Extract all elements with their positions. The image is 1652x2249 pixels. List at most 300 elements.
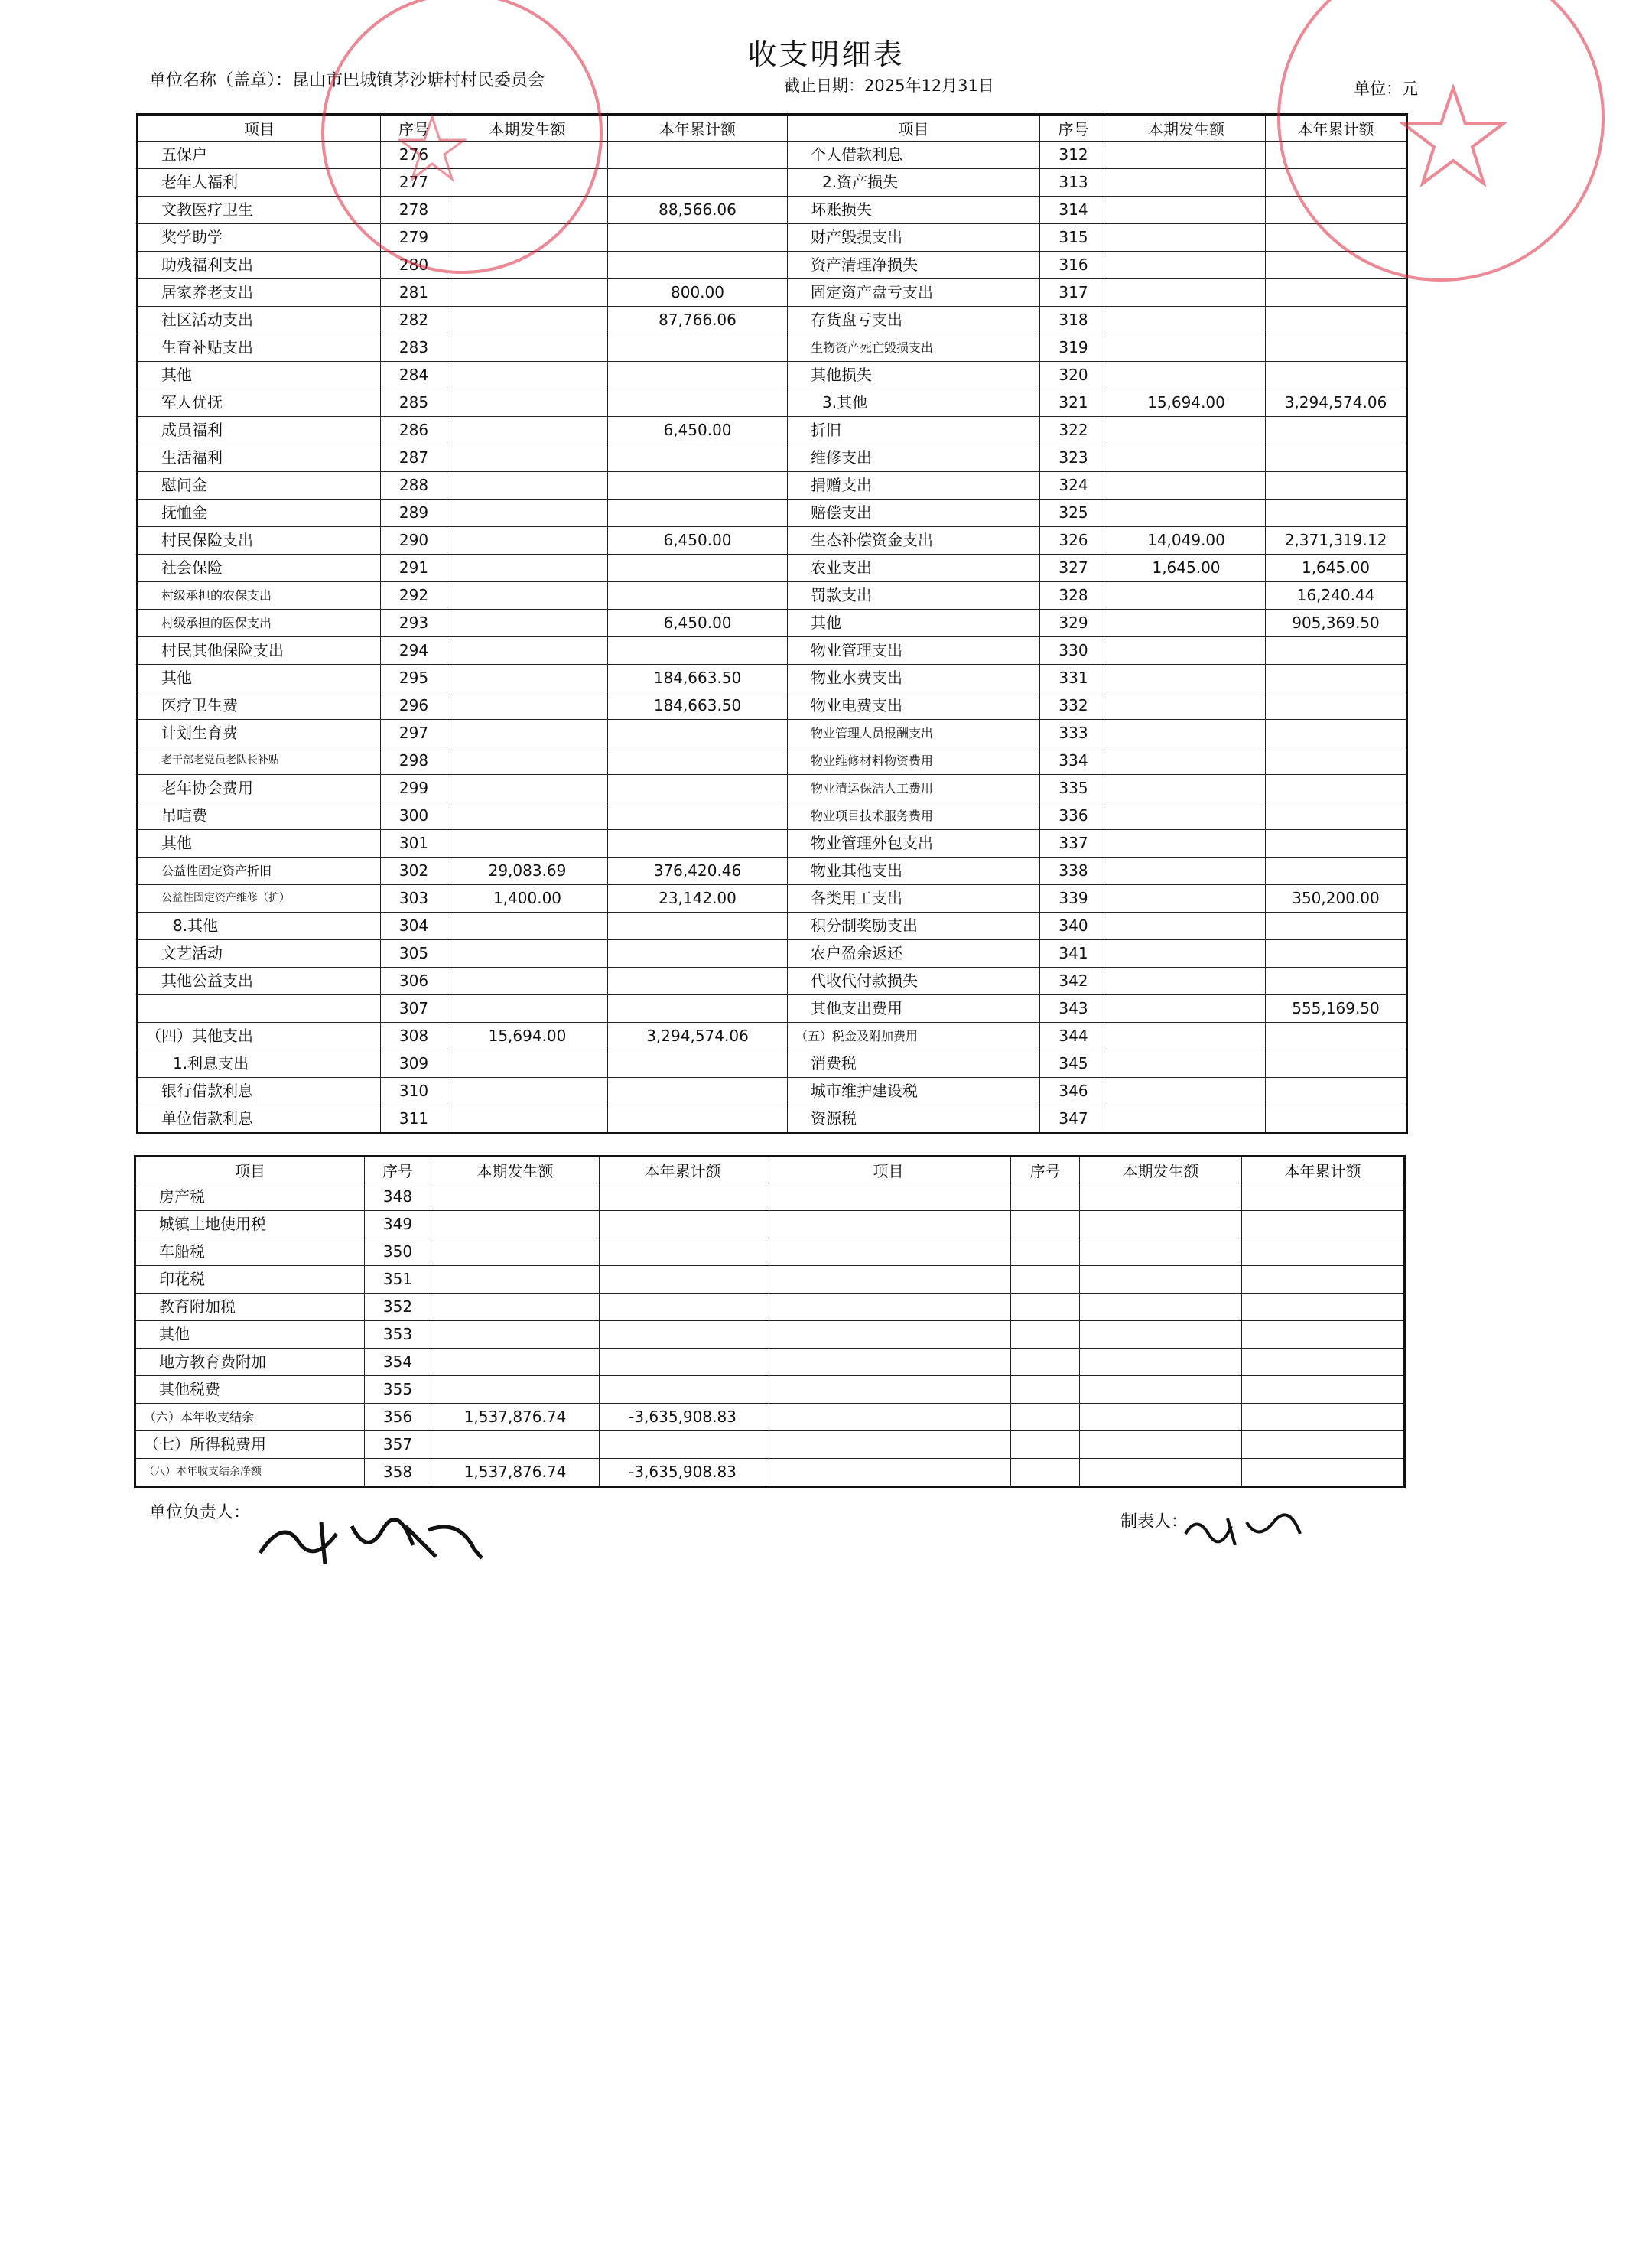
- ytd-cell: [1266, 1023, 1407, 1050]
- ytd-cell: [608, 913, 788, 940]
- header-current: 本期发生额: [1107, 115, 1266, 142]
- ytd-cell: [1266, 472, 1407, 500]
- table-row: [138, 1105, 1407, 1134]
- table-row: [135, 1321, 1405, 1349]
- no-cell: 287: [381, 444, 447, 472]
- item-cell: 物业管理支出: [788, 637, 1040, 665]
- no-cell: [1011, 1431, 1080, 1459]
- no-cell: 298: [381, 747, 447, 775]
- item-cell: 其他支出费用: [788, 995, 1040, 1023]
- item-cell: [766, 1376, 1011, 1404]
- item-cell: [766, 1459, 1011, 1487]
- current-cell: 1,400.00: [447, 885, 608, 913]
- item-cell: 社会保险: [138, 555, 381, 582]
- no-cell: 321: [1040, 389, 1107, 417]
- no-cell: 318: [1040, 307, 1107, 334]
- ytd-cell: 905,369.50: [1266, 610, 1407, 637]
- item-cell: 3.其他: [788, 389, 1040, 417]
- item-cell: 维修支出: [788, 444, 1040, 472]
- item-cell: 抚恤金: [138, 500, 381, 527]
- current-cell: [1107, 582, 1266, 610]
- current-cell: [447, 389, 608, 417]
- item-cell: 其他: [138, 665, 381, 692]
- current-cell: [447, 555, 608, 582]
- no-cell: 293: [381, 610, 447, 637]
- ytd-cell: 350,200.00: [1266, 885, 1407, 913]
- table-row: [138, 747, 1407, 775]
- current-cell: [1080, 1294, 1242, 1321]
- no-cell: 349: [365, 1211, 431, 1238]
- currency-unit: 单位：元: [1354, 80, 1418, 98]
- no-cell: 324: [1040, 472, 1107, 500]
- item-cell: 公益性固定资产折旧: [138, 858, 381, 885]
- ytd-cell: 16,240.44: [1266, 582, 1407, 610]
- no-cell: 343: [1040, 995, 1107, 1023]
- current-cell: [1107, 500, 1266, 527]
- ytd-cell: [1242, 1183, 1405, 1211]
- ytd-cell: [1266, 334, 1407, 362]
- no-cell: 279: [381, 224, 447, 252]
- table-row: [138, 334, 1407, 362]
- table-row: [138, 500, 1407, 527]
- ytd-cell: [1242, 1211, 1405, 1238]
- table-row: [138, 692, 1407, 720]
- ytd-cell: [608, 1105, 788, 1134]
- table-row: [135, 1376, 1405, 1404]
- header-item: 项目: [788, 115, 1040, 142]
- ytd-cell: [608, 637, 788, 665]
- item-cell: 消费税: [788, 1050, 1040, 1078]
- current-cell: [1080, 1211, 1242, 1238]
- item-cell: 房产税: [135, 1183, 365, 1211]
- no-cell: 276: [381, 142, 447, 169]
- ytd-cell: [1266, 307, 1407, 334]
- current-cell: [447, 279, 608, 307]
- tax-table: [134, 1155, 1406, 1488]
- table-row: [138, 252, 1407, 279]
- ytd-cell: 184,663.50: [608, 692, 788, 720]
- no-cell: 305: [381, 940, 447, 968]
- no-cell: 290: [381, 527, 447, 555]
- ytd-cell: 23,142.00: [608, 885, 788, 913]
- current-cell: [447, 1050, 608, 1078]
- header-ytd: 本年累计额: [608, 115, 788, 142]
- no-cell: 352: [365, 1294, 431, 1321]
- no-cell: 342: [1040, 968, 1107, 995]
- table-row: [138, 197, 1407, 224]
- current-cell: [1107, 417, 1266, 444]
- preparer-label: 制表人：: [1120, 1512, 1189, 1531]
- header-current: 本期发生额: [447, 115, 608, 142]
- ytd-cell: [1266, 720, 1407, 747]
- ytd-cell: [1266, 1050, 1407, 1078]
- no-cell: 322: [1040, 417, 1107, 444]
- ytd-cell: 3,294,574.06: [1266, 389, 1407, 417]
- ytd-cell: [1266, 913, 1407, 940]
- ytd-cell: [600, 1183, 766, 1211]
- table-row: [138, 527, 1407, 555]
- item-cell: [766, 1238, 1011, 1266]
- current-cell: [447, 692, 608, 720]
- header-no: 序号: [381, 115, 447, 142]
- item-cell: 2.资产损失: [788, 169, 1040, 197]
- no-cell: 357: [365, 1431, 431, 1459]
- no-cell: 344: [1040, 1023, 1107, 1050]
- item-cell: 个人借款利息: [788, 142, 1040, 169]
- ytd-cell: [1266, 830, 1407, 858]
- no-cell: 306: [381, 968, 447, 995]
- item-cell: 生活福利: [138, 444, 381, 472]
- ytd-cell: -3,635,908.83: [600, 1404, 766, 1431]
- no-cell: 351: [365, 1266, 431, 1294]
- ytd-cell: 800.00: [608, 279, 788, 307]
- current-cell: [1107, 1078, 1266, 1105]
- no-cell: 316: [1040, 252, 1107, 279]
- no-cell: 327: [1040, 555, 1107, 582]
- ytd-cell: 3,294,574.06: [608, 1023, 788, 1050]
- ytd-cell: [1266, 775, 1407, 802]
- item-cell: （四）其他支出: [138, 1023, 381, 1050]
- item-cell: 赔偿支出: [788, 500, 1040, 527]
- item-cell: 吊唁费: [138, 802, 381, 830]
- no-cell: 312: [1040, 142, 1107, 169]
- no-cell: 330: [1040, 637, 1107, 665]
- item-cell: [138, 995, 381, 1023]
- ytd-cell: [1266, 279, 1407, 307]
- ytd-cell: [1242, 1404, 1405, 1431]
- ytd-cell: [608, 169, 788, 197]
- ytd-cell: [608, 472, 788, 500]
- ytd-cell: 2,371,319.12: [1266, 527, 1407, 555]
- no-cell: 338: [1040, 858, 1107, 885]
- current-cell: [1080, 1266, 1242, 1294]
- item-cell: 捐赠支出: [788, 472, 1040, 500]
- no-cell: 301: [381, 830, 447, 858]
- current-cell: [1107, 995, 1266, 1023]
- no-cell: 335: [1040, 775, 1107, 802]
- no-cell: 348: [365, 1183, 431, 1211]
- table-row: [138, 995, 1407, 1023]
- item-cell: 其他: [138, 362, 381, 389]
- no-cell: 354: [365, 1349, 431, 1376]
- cutoff-date: 截止日期：2025年12月31日: [784, 76, 994, 95]
- current-cell: [447, 582, 608, 610]
- current-cell: [431, 1238, 600, 1266]
- table-row: [138, 362, 1407, 389]
- ytd-cell: [1266, 362, 1407, 389]
- item-cell: 物业水费支出: [788, 665, 1040, 692]
- current-cell: [1107, 747, 1266, 775]
- table-row: [138, 224, 1407, 252]
- ytd-cell: [608, 1078, 788, 1105]
- item-cell: （七）所得税费用: [135, 1431, 365, 1459]
- item-cell: 银行借款利息: [138, 1078, 381, 1105]
- current-cell: [447, 830, 608, 858]
- no-cell: 297: [381, 720, 447, 747]
- header-current: 本期发生额: [431, 1157, 600, 1183]
- item-cell: [766, 1183, 1011, 1211]
- no-cell: 347: [1040, 1105, 1107, 1134]
- ytd-cell: [608, 830, 788, 858]
- current-cell: [1107, 968, 1266, 995]
- no-cell: 315: [1040, 224, 1107, 252]
- header-ytd: 本年累计额: [1266, 115, 1407, 142]
- current-cell: [1107, 637, 1266, 665]
- item-cell: 文艺活动: [138, 940, 381, 968]
- item-cell: 积分制奖励支出: [788, 913, 1040, 940]
- table-row: [135, 1459, 1405, 1487]
- current-cell: [1107, 802, 1266, 830]
- table-row: [135, 1183, 1405, 1211]
- no-cell: 353: [365, 1321, 431, 1349]
- item-cell: 财产毁损支出: [788, 224, 1040, 252]
- item-cell: 其他损失: [788, 362, 1040, 389]
- table-row: [138, 775, 1407, 802]
- item-cell: [766, 1321, 1011, 1349]
- current-cell: [1080, 1183, 1242, 1211]
- header-item: 项目: [766, 1157, 1011, 1183]
- no-cell: 285: [381, 389, 447, 417]
- item-cell: 其他: [138, 830, 381, 858]
- current-cell: [1107, 1050, 1266, 1078]
- current-cell: [431, 1211, 600, 1238]
- item-cell: 其他公益支出: [138, 968, 381, 995]
- item-cell: 计划生育费: [138, 720, 381, 747]
- item-cell: 车船税: [135, 1238, 365, 1266]
- signature-right: [1182, 1511, 1312, 1549]
- star-icon: [1400, 84, 1507, 191]
- item-cell: 固定资产盘亏支出: [788, 279, 1040, 307]
- item-cell: [766, 1211, 1011, 1238]
- ytd-cell: [1266, 417, 1407, 444]
- table-row: [138, 582, 1407, 610]
- ytd-cell: [1266, 802, 1407, 830]
- ytd-cell: [1266, 637, 1407, 665]
- no-cell: 345: [1040, 1050, 1107, 1078]
- current-cell: [1107, 885, 1266, 913]
- ytd-cell: [608, 142, 788, 169]
- item-cell: [766, 1294, 1011, 1321]
- no-cell: 310: [381, 1078, 447, 1105]
- no-cell: 304: [381, 913, 447, 940]
- item-cell: 代收代付款损失: [788, 968, 1040, 995]
- item-cell: （八）本年收支结余净额: [135, 1459, 365, 1487]
- ytd-cell: [1242, 1349, 1405, 1376]
- item-cell: [766, 1431, 1011, 1459]
- item-cell: （六）本年收支结余: [135, 1404, 365, 1431]
- no-cell: 307: [381, 995, 447, 1023]
- no-cell: 336: [1040, 802, 1107, 830]
- item-cell: 其他税费: [135, 1376, 365, 1404]
- item-cell: 折旧: [788, 417, 1040, 444]
- header-current: 本期发生额: [1080, 1157, 1242, 1183]
- no-cell: [1011, 1266, 1080, 1294]
- no-cell: 288: [381, 472, 447, 500]
- ytd-cell: 87,766.06: [608, 307, 788, 334]
- current-cell: [1080, 1349, 1242, 1376]
- current-cell: [1107, 362, 1266, 389]
- no-cell: [1011, 1459, 1080, 1487]
- table-row: [135, 1238, 1405, 1266]
- ytd-cell: [608, 995, 788, 1023]
- current-cell: [431, 1266, 600, 1294]
- header-item: 项目: [138, 115, 381, 142]
- current-cell: [1107, 472, 1266, 500]
- current-cell: [431, 1294, 600, 1321]
- ytd-cell: [608, 720, 788, 747]
- no-cell: 334: [1040, 747, 1107, 775]
- page-title: 收支明细表: [747, 37, 905, 71]
- current-cell: [1107, 279, 1266, 307]
- current-cell: 29,083.69: [447, 858, 608, 885]
- item-cell: 慰问金: [138, 472, 381, 500]
- current-cell: [1080, 1376, 1242, 1404]
- current-cell: [447, 444, 608, 472]
- no-cell: 311: [381, 1105, 447, 1134]
- ytd-cell: [608, 224, 788, 252]
- table-row: [135, 1349, 1405, 1376]
- ytd-cell: [608, 802, 788, 830]
- current-cell: [447, 334, 608, 362]
- item-cell: 公益性固定资产维修（护）: [138, 885, 381, 913]
- ytd-cell: [1266, 747, 1407, 775]
- current-cell: [447, 968, 608, 995]
- item-cell: 老干部老党员老队长补贴: [138, 747, 381, 775]
- current-cell: [1107, 830, 1266, 858]
- current-cell: [1107, 444, 1266, 472]
- no-cell: 356: [365, 1404, 431, 1431]
- item-cell: 助残福利支出: [138, 252, 381, 279]
- header-no: 序号: [1011, 1157, 1080, 1183]
- header-item: 项目: [135, 1157, 365, 1183]
- header-ytd: 本年累计额: [600, 1157, 766, 1183]
- no-cell: 299: [381, 775, 447, 802]
- current-cell: [1107, 224, 1266, 252]
- item-cell: 成员福利: [138, 417, 381, 444]
- table-row: [138, 1023, 1407, 1050]
- header-ytd: 本年累计额: [1242, 1157, 1405, 1183]
- item-cell: 生物资产死亡毁损支出: [788, 334, 1040, 362]
- ytd-cell: [1266, 500, 1407, 527]
- item-cell: 资产清理净损失: [788, 252, 1040, 279]
- item-cell: 农户盈余返还: [788, 940, 1040, 968]
- ytd-cell: 6,450.00: [608, 527, 788, 555]
- no-cell: 303: [381, 885, 447, 913]
- no-cell: 323: [1040, 444, 1107, 472]
- current-cell: [1080, 1321, 1242, 1349]
- ytd-cell: [600, 1294, 766, 1321]
- no-cell: 319: [1040, 334, 1107, 362]
- table-row: [138, 885, 1407, 913]
- current-cell: [1080, 1431, 1242, 1459]
- item-cell: 各类用工支出: [788, 885, 1040, 913]
- current-cell: [447, 637, 608, 665]
- ytd-cell: [1242, 1376, 1405, 1404]
- no-cell: 294: [381, 637, 447, 665]
- ytd-cell: [1242, 1238, 1405, 1266]
- table-row: [135, 1404, 1405, 1431]
- ytd-cell: [1242, 1459, 1405, 1487]
- ytd-cell: [600, 1211, 766, 1238]
- no-cell: 355: [365, 1376, 431, 1404]
- no-cell: [1011, 1321, 1080, 1349]
- table-row: [138, 940, 1407, 968]
- header-no: 序号: [365, 1157, 431, 1183]
- no-cell: 281: [381, 279, 447, 307]
- ytd-cell: 6,450.00: [608, 610, 788, 637]
- current-cell: [1107, 858, 1266, 885]
- item-cell: 单位借款利息: [138, 1105, 381, 1134]
- item-cell: 印花税: [135, 1266, 365, 1294]
- ytd-cell: [600, 1238, 766, 1266]
- item-cell: 其他: [788, 610, 1040, 637]
- no-cell: 339: [1040, 885, 1107, 913]
- ytd-cell: [1266, 940, 1407, 968]
- current-cell: 15,694.00: [447, 1023, 608, 1050]
- item-cell: [766, 1349, 1011, 1376]
- ytd-cell: [608, 389, 788, 417]
- ytd-cell: [1266, 1078, 1407, 1105]
- current-cell: [447, 417, 608, 444]
- item-cell: 教育附加税: [135, 1294, 365, 1321]
- ytd-cell: 1,645.00: [1266, 555, 1407, 582]
- table-row: [138, 858, 1407, 885]
- no-cell: 278: [381, 197, 447, 224]
- current-cell: [447, 720, 608, 747]
- item-cell: 8.其他: [138, 913, 381, 940]
- current-cell: [447, 307, 608, 334]
- item-cell: 物业管理人员报酬支出: [788, 720, 1040, 747]
- star-icon: [398, 115, 467, 184]
- current-cell: [431, 1183, 600, 1211]
- no-cell: 317: [1040, 279, 1107, 307]
- item-cell: （五）税金及附加费用: [788, 1023, 1040, 1050]
- responsible-person-label: 单位负责人：: [149, 1503, 251, 1522]
- ytd-cell: [1266, 665, 1407, 692]
- current-cell: [447, 610, 608, 637]
- item-cell: 地方教育费附加: [135, 1349, 365, 1376]
- item-cell: 物业清运保洁人工费用: [788, 775, 1040, 802]
- table-row: [138, 610, 1407, 637]
- current-cell: [1107, 940, 1266, 968]
- item-cell: 老年协会费用: [138, 775, 381, 802]
- no-cell: [1011, 1294, 1080, 1321]
- no-cell: [1011, 1183, 1080, 1211]
- no-cell: 328: [1040, 582, 1107, 610]
- ytd-cell: [1242, 1431, 1405, 1459]
- current-cell: 15,694.00: [1107, 389, 1266, 417]
- table-row: [135, 1211, 1405, 1238]
- no-cell: 291: [381, 555, 447, 582]
- no-cell: 308: [381, 1023, 447, 1050]
- no-cell: 331: [1040, 665, 1107, 692]
- current-cell: [1107, 610, 1266, 637]
- current-cell: [1107, 913, 1266, 940]
- ytd-cell: [608, 747, 788, 775]
- item-cell: 存货盘亏支出: [788, 307, 1040, 334]
- ytd-cell: 6,450.00: [608, 417, 788, 444]
- ytd-cell: [608, 334, 788, 362]
- no-cell: 296: [381, 692, 447, 720]
- current-cell: [447, 802, 608, 830]
- current-cell: [447, 747, 608, 775]
- current-cell: [1080, 1459, 1242, 1487]
- current-cell: [447, 527, 608, 555]
- current-cell: [431, 1431, 600, 1459]
- no-cell: 333: [1040, 720, 1107, 747]
- current-cell: [1080, 1404, 1242, 1431]
- ytd-cell: [1242, 1321, 1405, 1349]
